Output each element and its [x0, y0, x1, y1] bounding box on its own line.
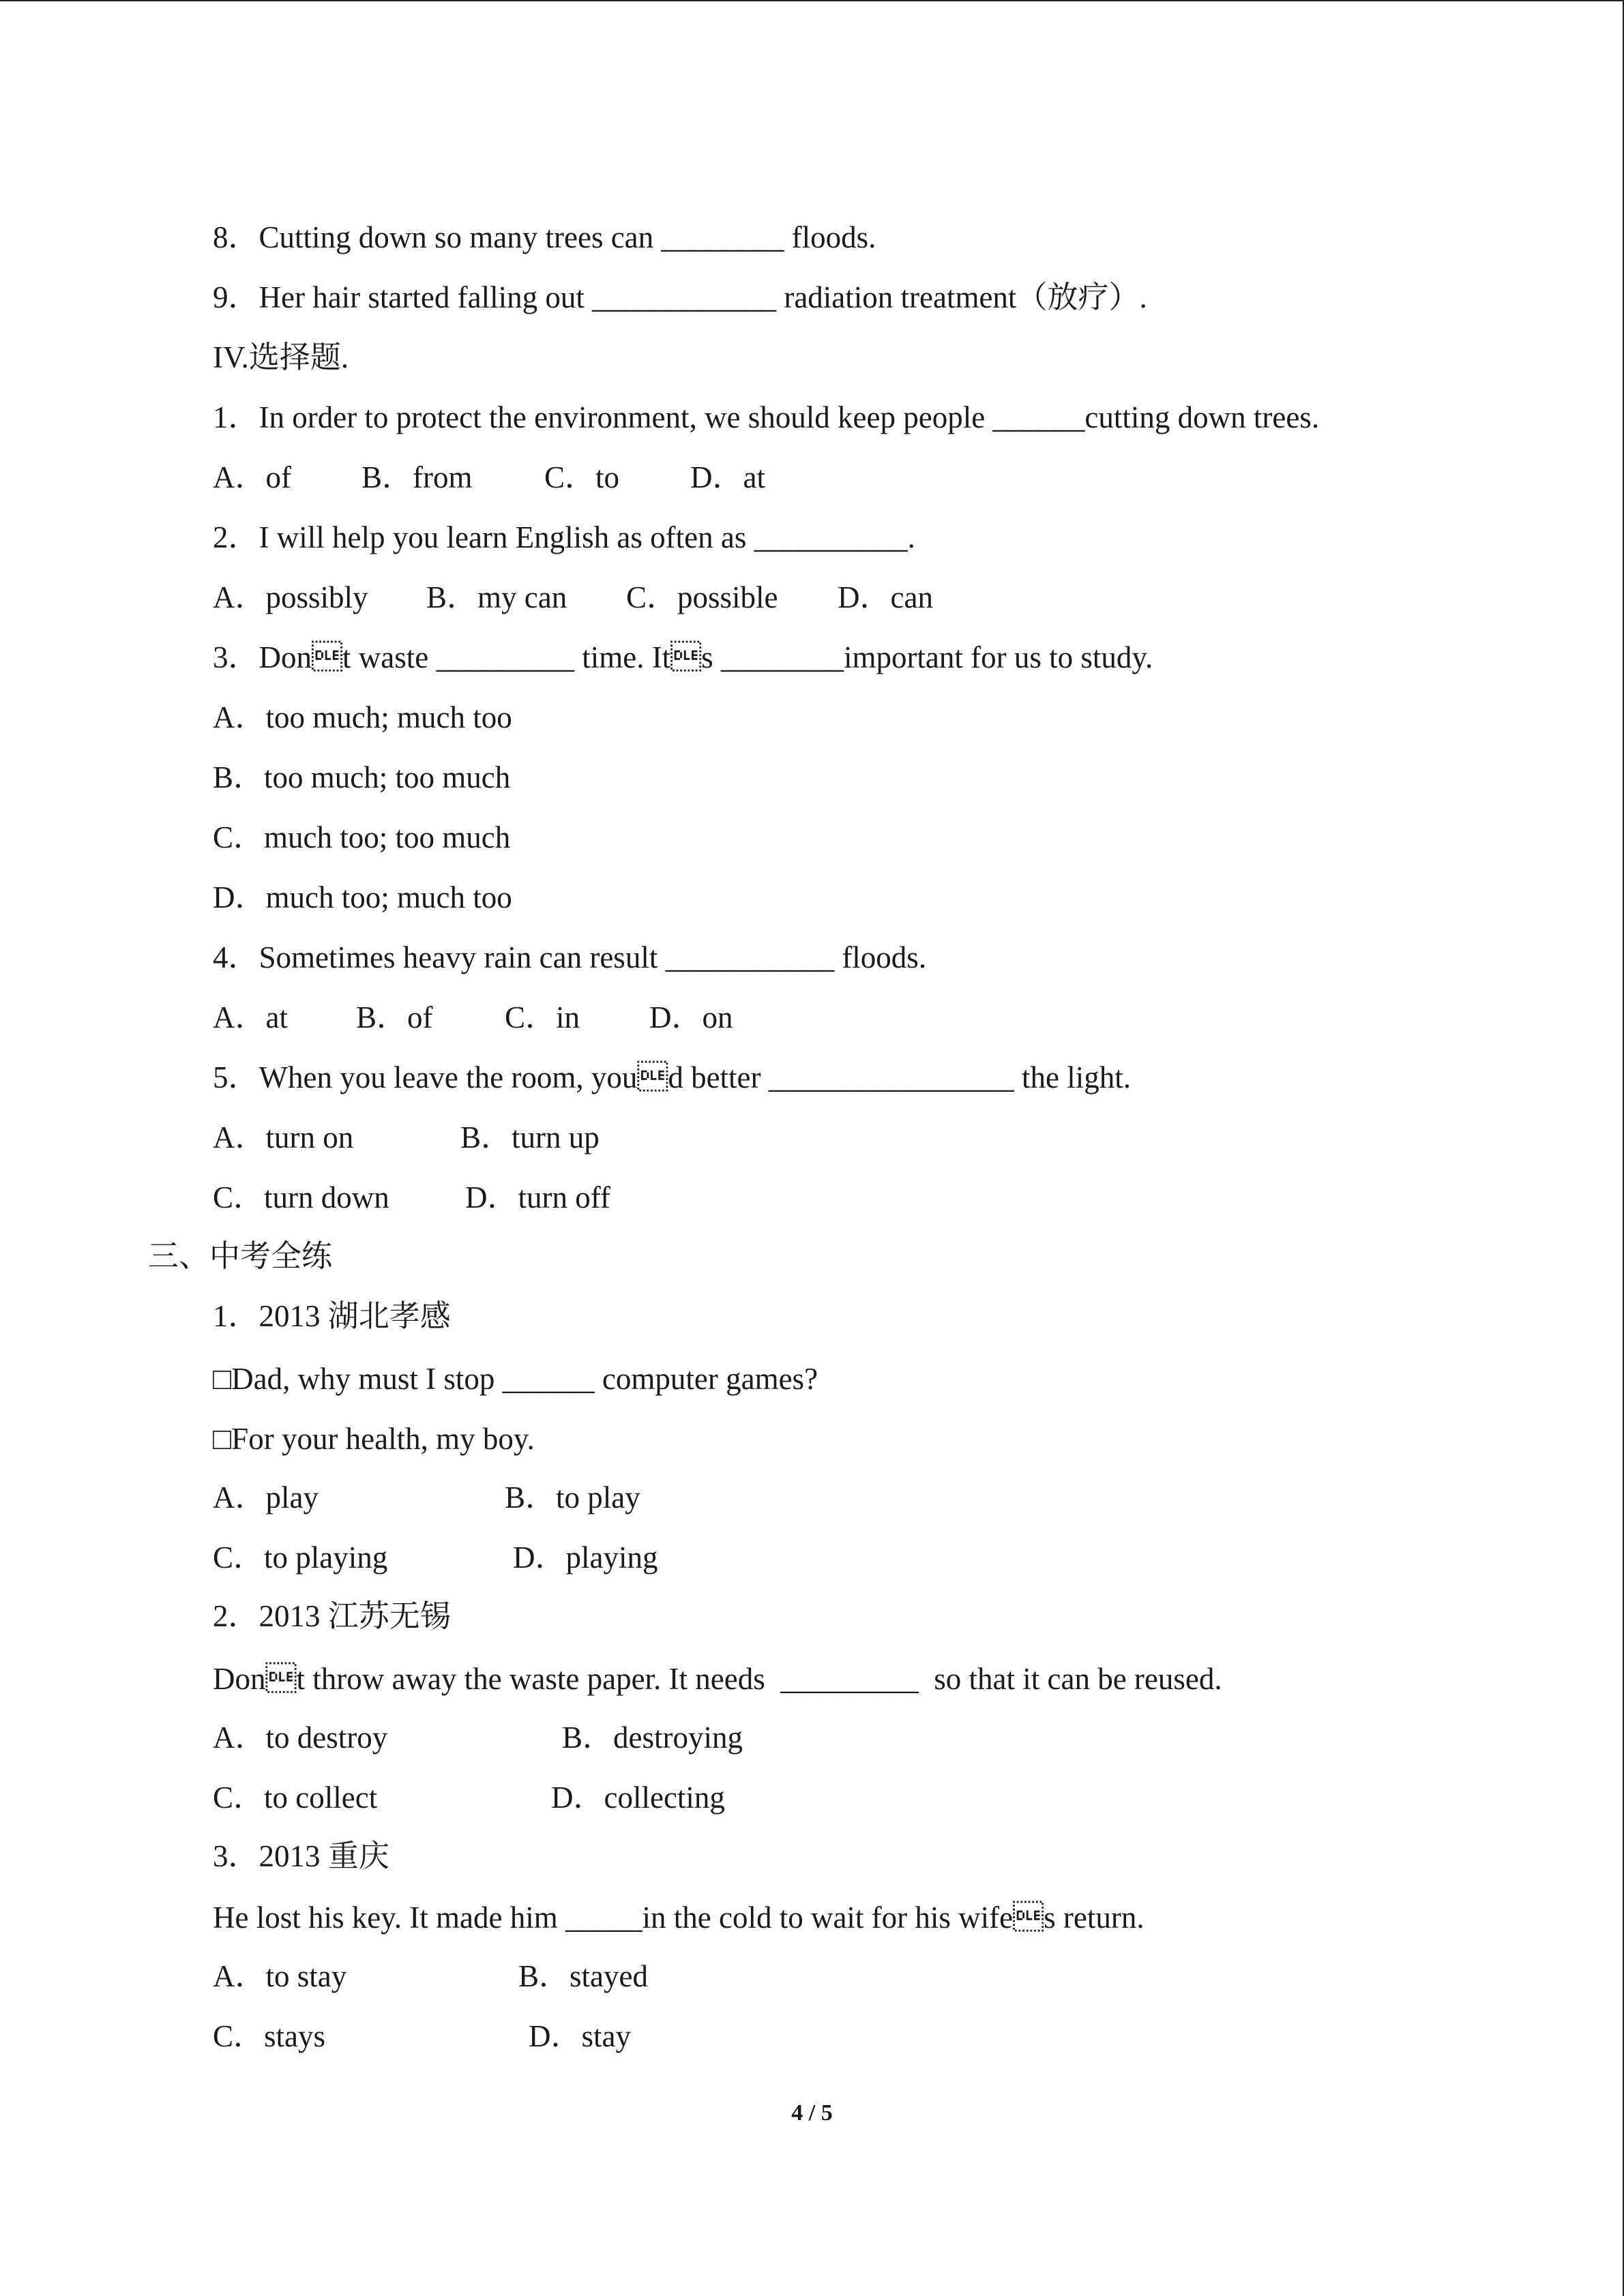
option-c: C．turn down [213, 1180, 389, 1214]
exam-question-3-text: He lost his key. It made him _____in the cold to wait for his wifes return. [213, 1900, 1145, 1935]
option-d: D．stay [529, 2019, 631, 2053]
exam-question-1-source: 1．2013 湖北孝感 [213, 1299, 451, 1333]
option-c: C．stays [213, 2019, 326, 2053]
option-a: A．of [213, 460, 291, 494]
option-c: C．in [505, 1000, 580, 1034]
choice-question-4: 4．Sometimes heavy rain can result ___________ floods. [213, 940, 927, 974]
option-c: C．possible [626, 580, 778, 614]
option-a: A．to stay [213, 1959, 347, 1993]
section-4-heading: IV.选择题. [213, 340, 349, 374]
choice-question-1: 1．In order to protect the environment, we should keep people ______cutting down trees. [213, 400, 1320, 434]
option-b: B．to play [505, 1480, 640, 1515]
option-d: D．turn off [465, 1180, 610, 1214]
choice-question-5: 5．When you leave the room, youd better ________________ the light. [213, 1060, 1132, 1094]
dialogue-line-2: □For your health, my boy. [213, 1422, 535, 1456]
option-a: A．possibly [213, 580, 368, 614]
option-c: C．much too; too much [213, 820, 511, 854]
exam-question-2-text: Dont throw away the waste paper. It needs _________ so that it can be reused. [213, 1662, 1222, 1696]
choice-question-3: 3．Dont waste _________ time. Its ________important for us to study. [213, 640, 1153, 674]
question-8: 8．Cutting down so many trees can ________ floods. [213, 220, 876, 254]
option-a: A．play [213, 1480, 319, 1515]
option-b: B．stayed [518, 1959, 648, 1993]
choice-question-2: 2．I will help you learn English as often as __________. [213, 520, 915, 554]
option-d: D．collecting [551, 1780, 725, 1815]
option-d: D．on [649, 1000, 733, 1034]
option-c: C．to playing [213, 1540, 388, 1575]
option-b: B．of [356, 1000, 433, 1034]
option-a: A．turn on [213, 1120, 354, 1154]
exam-question-2-source: 2．2013 江苏无锡 [213, 1599, 451, 1633]
option-d: D．at [690, 460, 765, 494]
option-b: B．from [361, 460, 473, 494]
option-b: B．destroying [562, 1720, 743, 1755]
option-b: B．too much; too much [213, 760, 511, 794]
option-c: C．to collect [213, 1780, 378, 1815]
option-c: C．to [544, 460, 620, 494]
option-a: A．to destroy [213, 1720, 388, 1755]
option-a: A．too much; much too [213, 700, 512, 734]
option-d: D．much too; much too [213, 880, 512, 914]
dialogue-line-1: □Dad, why must I stop ______ computer games? [213, 1362, 818, 1396]
page-number: 4 / 5 [791, 2100, 833, 2126]
option-b: B．my can [426, 580, 567, 614]
option-d: D．can [838, 580, 933, 614]
question-9: 9．Her hair started falling out ____________ radiation treatment（放疗）. [213, 280, 1147, 314]
option-a: A．at [213, 1000, 288, 1034]
option-d: D．playing [513, 1540, 658, 1575]
exam-question-3-source: 3．2013 重庆 [213, 1839, 389, 1873]
section-3-heading: 三、中考全练 [148, 1239, 333, 1273]
option-b: B．turn up [460, 1120, 600, 1154]
